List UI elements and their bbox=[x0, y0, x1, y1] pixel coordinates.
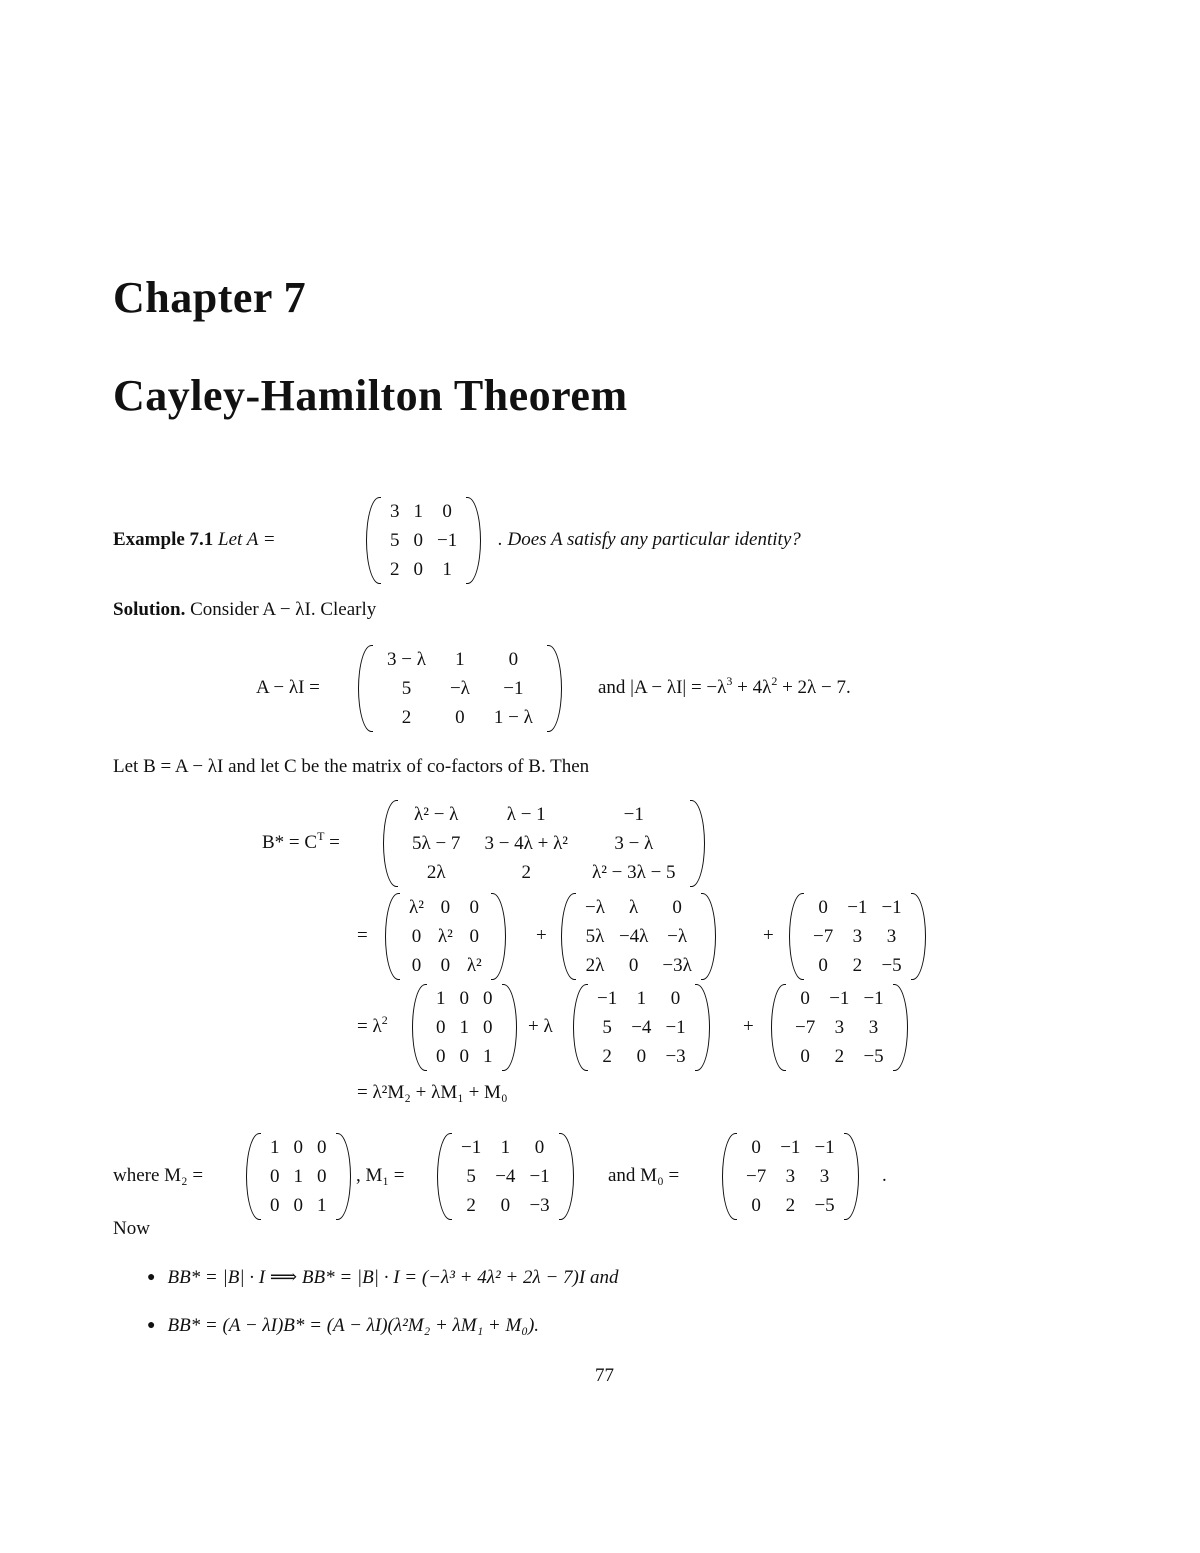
matrix-cell: 2 bbox=[401, 706, 412, 728]
matrix-row bbox=[263, 1162, 334, 1191]
matrix-cell: 3 bbox=[886, 925, 897, 947]
plus-sign: + bbox=[536, 925, 547, 946]
matrix-cell: −1 bbox=[437, 529, 458, 551]
matrix-A bbox=[366, 497, 481, 584]
matrix-cell: −4 bbox=[631, 1016, 652, 1038]
matrix-cell: 5 bbox=[602, 1016, 612, 1038]
bullet-icon: ● bbox=[147, 1270, 156, 1285]
matrix-cell: 1 bbox=[459, 1016, 469, 1038]
matrix-cell: λ bbox=[629, 896, 639, 918]
matrix-row bbox=[429, 1042, 500, 1071]
matrix-cell: 0 bbox=[818, 954, 828, 976]
bullet-icon: ● bbox=[147, 1318, 156, 1333]
matrix-row bbox=[383, 555, 464, 584]
solution-text: Consider A − λI. Clearly bbox=[190, 599, 377, 620]
matrix-cell: 5λ bbox=[585, 925, 605, 947]
matrix-row bbox=[739, 1191, 842, 1220]
matrix-cell: 0 bbox=[672, 896, 682, 918]
matrix-cell: 3 bbox=[819, 1165, 830, 1187]
matrix-row bbox=[806, 922, 909, 951]
matrix-cell: 0 bbox=[469, 925, 480, 947]
matrix-cell: −λ bbox=[585, 896, 605, 918]
M0-label: and M₀ = bbox=[608, 1165, 680, 1186]
matrix-cell: −1 bbox=[623, 803, 644, 825]
matrix-cell: 0 bbox=[751, 1136, 761, 1158]
matrix-row bbox=[788, 984, 891, 1013]
matrix-cell: 1 − λ bbox=[493, 706, 533, 728]
matrix-row bbox=[429, 984, 500, 1013]
matrix-cell: 2 bbox=[390, 558, 400, 580]
matrix-cell: −7 bbox=[795, 1016, 816, 1038]
matrix-cell: λ² bbox=[437, 925, 453, 947]
matrix-cell: −5 bbox=[814, 1194, 835, 1216]
matrix-cell: 1 bbox=[270, 1136, 280, 1158]
matrix-cell: 0 bbox=[411, 925, 422, 947]
matrix-cell: −7 bbox=[746, 1165, 767, 1187]
matrix-cell: 0 bbox=[459, 1045, 469, 1067]
matrix-row bbox=[263, 1191, 334, 1220]
matrix-row bbox=[454, 1191, 557, 1220]
matrix-cell: 0 bbox=[483, 987, 493, 1009]
matrix-cell: 3 bbox=[785, 1165, 796, 1187]
matrix-cofactor-transpose bbox=[383, 800, 705, 887]
matrix-cell: 0 bbox=[270, 1165, 280, 1187]
matrix-row bbox=[383, 497, 464, 526]
matrix-row bbox=[402, 893, 489, 922]
matrix-M2-def bbox=[246, 1133, 351, 1220]
matrix-cell: 0 bbox=[534, 1136, 545, 1158]
matrix-cell: 1 bbox=[436, 987, 446, 1009]
matrix-cell: −1 bbox=[597, 987, 618, 1009]
matrix-row bbox=[739, 1162, 842, 1191]
matrix-cell: 0 bbox=[436, 1016, 446, 1038]
matrix-cell: −5 bbox=[881, 954, 902, 976]
matrix-cell: 0 bbox=[317, 1165, 327, 1187]
matrix-cell: 0 bbox=[455, 706, 465, 728]
eq1-lhs: A − λI = bbox=[256, 677, 320, 698]
matrix-cell: λ² bbox=[466, 954, 482, 976]
matrix-cell: 0 bbox=[800, 987, 810, 1009]
matrix-M0-def bbox=[722, 1133, 859, 1220]
matrix-M1-def bbox=[437, 1133, 574, 1220]
chapter-title: Cayley-Hamilton Theorem bbox=[113, 371, 628, 420]
matrix-row bbox=[806, 893, 909, 922]
matrix-cell: −1 bbox=[503, 677, 524, 699]
matrix-cell: 2 bbox=[521, 861, 531, 883]
matrix-cell: 0 bbox=[317, 1136, 327, 1158]
matrix-row bbox=[400, 800, 688, 829]
matrix-row bbox=[739, 1133, 842, 1162]
matrix-cell: 0 bbox=[636, 1045, 647, 1067]
example-label: Example 7.1 bbox=[113, 529, 214, 550]
matrix-row bbox=[806, 951, 909, 980]
matrix-cell: 2 bbox=[466, 1194, 476, 1216]
matrix-cell: 0 bbox=[459, 987, 469, 1009]
solution-label: Solution. bbox=[113, 599, 186, 620]
matrix-cell: 0 bbox=[500, 1194, 511, 1216]
chapter-label: Chapter 7 bbox=[113, 273, 307, 322]
matrix-row bbox=[590, 984, 693, 1013]
matrix-cell: 0 bbox=[483, 1016, 493, 1038]
matrix-cell: −5 bbox=[863, 1045, 884, 1067]
matrix-row bbox=[383, 526, 464, 555]
eq2-final: = λ²M₂ + λM₁ + M₀ bbox=[357, 1082, 508, 1103]
matrix-cell: 3 bbox=[390, 500, 400, 522]
matrix-cell: 0 bbox=[751, 1194, 761, 1216]
matrix-cell: 0 bbox=[413, 529, 423, 551]
matrix-cell: −1 bbox=[665, 1016, 686, 1038]
matrix-cell: 0 bbox=[413, 558, 423, 580]
matrix-cell: 0 bbox=[293, 1136, 303, 1158]
matrix-row bbox=[578, 951, 699, 980]
where-end: . bbox=[882, 1165, 887, 1186]
matrix-cell: 3 bbox=[868, 1016, 879, 1038]
matrix-M1 bbox=[573, 984, 710, 1071]
matrix-row bbox=[402, 922, 489, 951]
matrix-cell: −3 bbox=[665, 1045, 686, 1067]
matrix-cell: 5λ − 7 bbox=[412, 832, 461, 854]
M1-label: , M₁ = bbox=[356, 1165, 405, 1186]
eq2-lhs: $B* = C^T$ = bbox=[262, 829, 340, 853]
matrix-cell: 3 bbox=[834, 1016, 845, 1038]
matrix-row bbox=[788, 1042, 891, 1071]
plus-sign: + bbox=[763, 925, 774, 946]
matrix-row bbox=[590, 1013, 693, 1042]
matrix-cell: 0 bbox=[508, 648, 519, 670]
eq2-row2-eq: = bbox=[357, 925, 368, 946]
matrix-cell: λ² bbox=[409, 896, 424, 918]
plus-lambda: + λ bbox=[528, 1016, 553, 1037]
matrix-cell: 0 bbox=[270, 1194, 280, 1216]
matrix-cell: 1 bbox=[483, 1045, 493, 1067]
matrix-cell: −1 bbox=[829, 987, 850, 1009]
matrix-cell: −1 bbox=[881, 896, 902, 918]
matrix-row bbox=[263, 1133, 334, 1162]
matrix-row bbox=[375, 703, 545, 732]
matrix-cell: 0 bbox=[442, 500, 452, 522]
matrix-linear bbox=[561, 893, 716, 980]
matrix-cell: 0 bbox=[818, 896, 828, 918]
matrix-row bbox=[400, 829, 688, 858]
matrix-cell: 1 bbox=[293, 1165, 303, 1187]
matrix-cell: 0 bbox=[440, 954, 451, 976]
matrix-cell: 1 bbox=[442, 558, 452, 580]
matrix-row bbox=[454, 1133, 557, 1162]
matrix-A-table bbox=[383, 497, 464, 584]
matrix-cell: −1 bbox=[847, 896, 868, 918]
matrix-row bbox=[375, 645, 545, 674]
matrix-row bbox=[578, 893, 699, 922]
matrix-cell: 3 bbox=[852, 925, 863, 947]
bullet-item-1: ● BB* = |B| · I ⟹ BB* = |B| · I = (−λ³ + 4λ² + 2λ − 7)I and bbox=[147, 1267, 619, 1288]
matrix-cell: 0 bbox=[440, 896, 451, 918]
matrix-identity bbox=[412, 984, 517, 1071]
where-prefix: where M₂ = bbox=[113, 1165, 204, 1186]
eq2-row3-lambda2: = $\lambda^2$ bbox=[357, 1013, 388, 1037]
matrix-cell: −1 bbox=[814, 1136, 835, 1158]
matrix-cell: 1 bbox=[455, 648, 465, 670]
matrix-row bbox=[429, 1013, 500, 1042]
now-text: Now bbox=[113, 1218, 150, 1239]
matrix-cell: 1 bbox=[317, 1194, 327, 1216]
let-B-line: Let B = A − λI and let C be the matrix of co-factors of B. Then bbox=[113, 756, 590, 777]
matrix-cell: 1 bbox=[500, 1136, 511, 1158]
matrix-row bbox=[400, 858, 688, 887]
matrix-cell: 2λ bbox=[426, 861, 446, 883]
matrix-cell: 1 bbox=[413, 500, 423, 522]
matrix-cell: 2 bbox=[852, 954, 863, 976]
plus-sign: + bbox=[743, 1016, 754, 1037]
matrix-cell: 0 bbox=[411, 954, 422, 976]
solution-line bbox=[113, 599, 376, 621]
matrix-cell: −1 bbox=[461, 1136, 482, 1158]
matrix-cell: 2 bbox=[602, 1045, 612, 1067]
matrix-cell: 3 − 4λ + λ² bbox=[484, 832, 568, 854]
matrix-cell: −4λ bbox=[618, 925, 649, 947]
matrix-M0 bbox=[771, 984, 908, 1071]
matrix-cell: 0 bbox=[293, 1194, 303, 1216]
matrix-cell: −1 bbox=[863, 987, 884, 1009]
matrix-cell: 1 bbox=[636, 987, 647, 1009]
matrix-cell: λ − 1 bbox=[506, 803, 546, 825]
matrix-A-minus-lambda bbox=[358, 645, 562, 732]
matrix-cell: 2λ bbox=[585, 954, 605, 976]
matrix-quadratic bbox=[385, 893, 506, 980]
matrix-row bbox=[578, 922, 699, 951]
matrix-cell: −4 bbox=[495, 1165, 516, 1187]
matrix-cell: λ² − λ bbox=[414, 803, 459, 825]
bullet-item-2: ● BB* = (A − λI)B* = (A − λI)(λ²M₂ + λM₁ + M₀). bbox=[147, 1315, 540, 1336]
matrix-cell: 0 bbox=[469, 896, 480, 918]
matrix-constant bbox=[789, 893, 926, 980]
matrix-cell: −λ bbox=[667, 925, 688, 947]
matrix-cell: 0 bbox=[670, 987, 681, 1009]
matrix-row bbox=[788, 1013, 891, 1042]
matrix-cell: 3 − λ bbox=[387, 648, 426, 670]
matrix-cell: −1 bbox=[780, 1136, 801, 1158]
matrix-cell: 5 bbox=[401, 677, 412, 699]
matrix-cell: 0 bbox=[628, 954, 639, 976]
matrix-cell: 3 − λ bbox=[614, 832, 654, 854]
matrix-cell: 5 bbox=[390, 529, 400, 551]
page-number: 77 bbox=[595, 1365, 614, 1386]
eq1-determinant: and $|A - \lambda I| = -\lambda^3 + 4\lambda^2 + 2\lambda - 7$. bbox=[598, 674, 851, 698]
matrix-cell: −3 bbox=[529, 1194, 550, 1216]
matrix-row bbox=[590, 1042, 693, 1071]
matrix-cell: 0 bbox=[436, 1045, 446, 1067]
matrix-row bbox=[375, 674, 545, 703]
example-question: . Does A satisfy any particular identity? bbox=[498, 529, 801, 550]
example-lead: Let A = bbox=[218, 529, 276, 550]
matrix-cell: −λ bbox=[449, 677, 470, 699]
matrix-row bbox=[402, 951, 489, 980]
matrix-cell: 2 bbox=[834, 1045, 845, 1067]
matrix-cell: −3λ bbox=[662, 954, 692, 976]
matrix-cell: λ² − 3λ − 5 bbox=[592, 861, 676, 883]
example-heading bbox=[113, 529, 276, 551]
matrix-cell: −7 bbox=[813, 925, 834, 947]
matrix-row bbox=[454, 1162, 557, 1191]
matrix-cell: 5 bbox=[466, 1165, 476, 1187]
matrix-cell: 0 bbox=[800, 1045, 810, 1067]
matrix-cell: 2 bbox=[785, 1194, 796, 1216]
matrix-cell: −1 bbox=[529, 1165, 550, 1187]
